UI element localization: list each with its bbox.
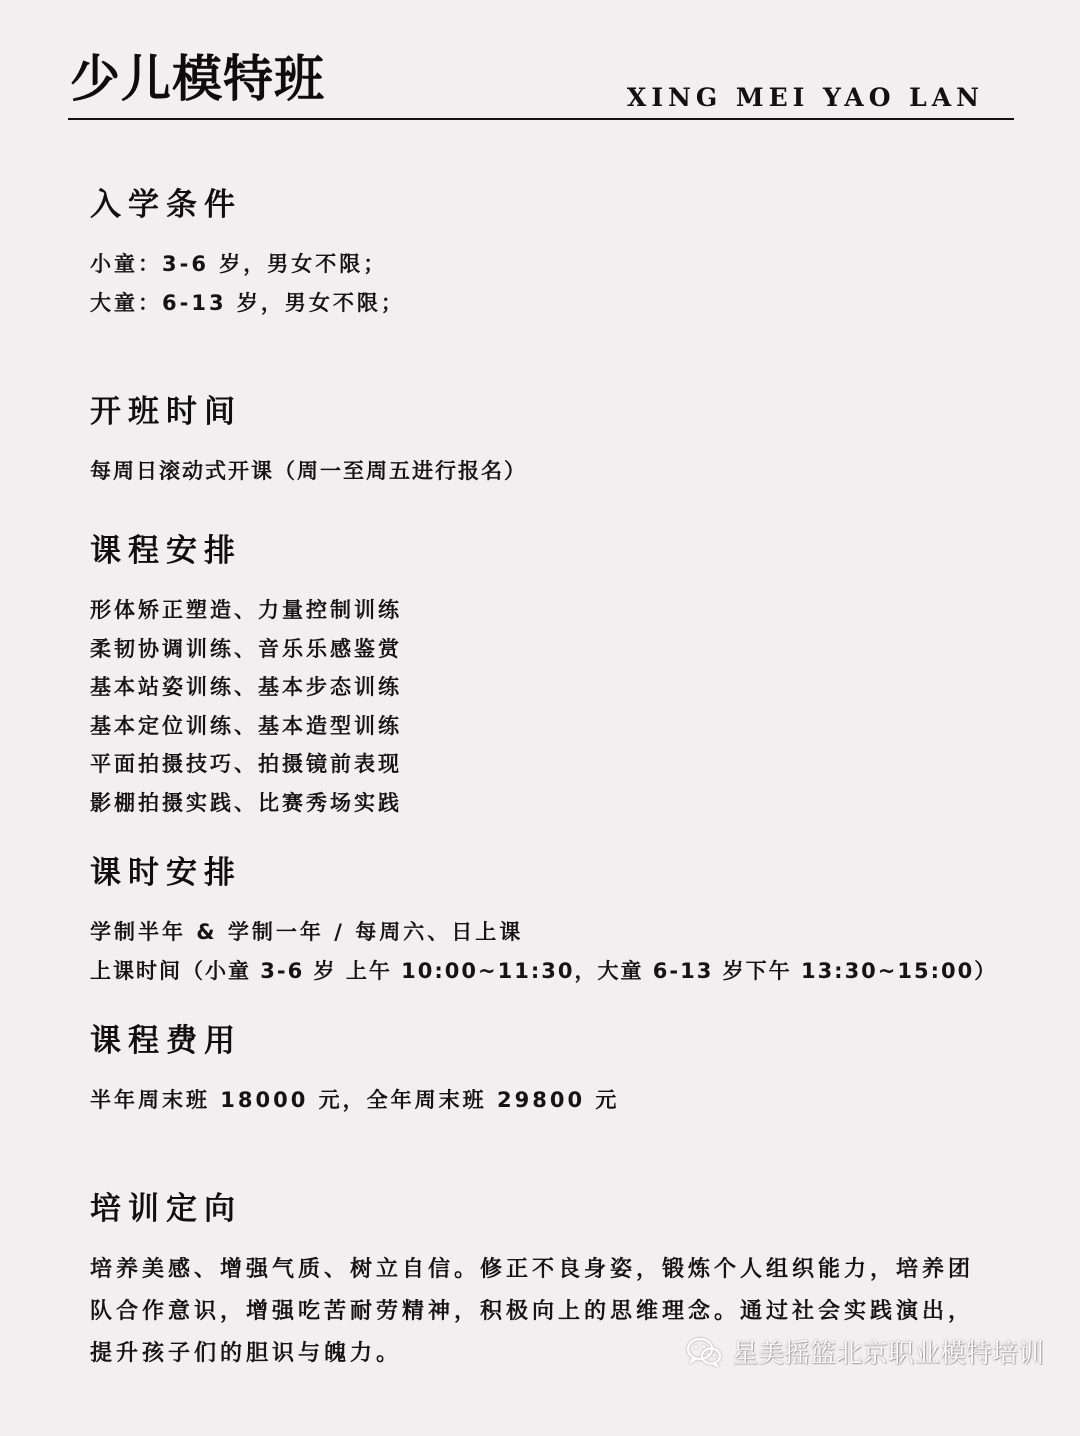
section-heading-hours: 课时安排 <box>90 855 242 891</box>
section-heading-curriculum: 课程安排 <box>90 533 242 569</box>
curriculum-item: 形体矫正塑造、力量控制训练 <box>90 598 402 622</box>
section-heading-fees: 课程费用 <box>90 1023 242 1059</box>
orientation-paragraph: 培养美感、增强气质、树立自信。修正不良身姿，锻炼个人组织能力，培养团队合作意识，增强吃苦耐劳精神，积极向上的思维理念。通过社会实践演出，提升孩子们的胆识与魄力。 <box>90 1257 975 1366</box>
start-time-line: 每周日滚动式开课（周一至周五进行报名） <box>90 459 527 483</box>
fees-line: 半年周末班 18000 元，全年周末班 29800 元 <box>90 1088 620 1112</box>
section-start-time <box>90 394 527 491</box>
section-fees <box>90 1023 620 1120</box>
enrollment-line-small-kids: 小童：3-6 岁，男女不限； <box>90 252 388 276</box>
brand-subtitle: XING MEI YAO LAN <box>626 83 984 112</box>
curriculum-item: 影棚拍摄实践、比赛秀场实践 <box>90 790 402 815</box>
section-heading-enrollment: 入学条件 <box>90 187 242 223</box>
curriculum-item: 平面拍摄技巧、拍摄镜前表现 <box>90 752 402 776</box>
page-title: 少儿模特班 <box>70 50 325 108</box>
section-hours <box>90 855 998 990</box>
curriculum-item: 柔韧协调训练、音乐乐感鉴赏 <box>90 636 402 661</box>
header-divider <box>68 118 1014 120</box>
hours-line-class-time: 上课时间（小童 3-6 岁 上午 10:00~11:30，大童 6-13 岁下午 13:30~15:00） <box>90 958 998 983</box>
watermark-text: 星美摇篮北京职业模特培训 <box>731 1339 1044 1369</box>
section-enrollment <box>90 187 405 322</box>
section-heading-start-time: 开班时间 <box>90 394 242 430</box>
section-heading-orientation: 培训定向 <box>90 1191 242 1227</box>
curriculum-item: 基本站姿训练、基本步态训练 <box>90 675 402 699</box>
hours-line-schedule: 学制半年 & 学制一年 / 每周六、日上课 <box>90 920 524 944</box>
wechat-icon <box>686 1337 722 1367</box>
enrollment-line-big-kids: 大童：6-13 岁，男女不限； <box>90 290 405 315</box>
curriculum-item: 基本定位训练、基本造型训练 <box>90 713 402 738</box>
section-curriculum <box>90 533 402 822</box>
wechat-watermark <box>686 1333 1044 1370</box>
